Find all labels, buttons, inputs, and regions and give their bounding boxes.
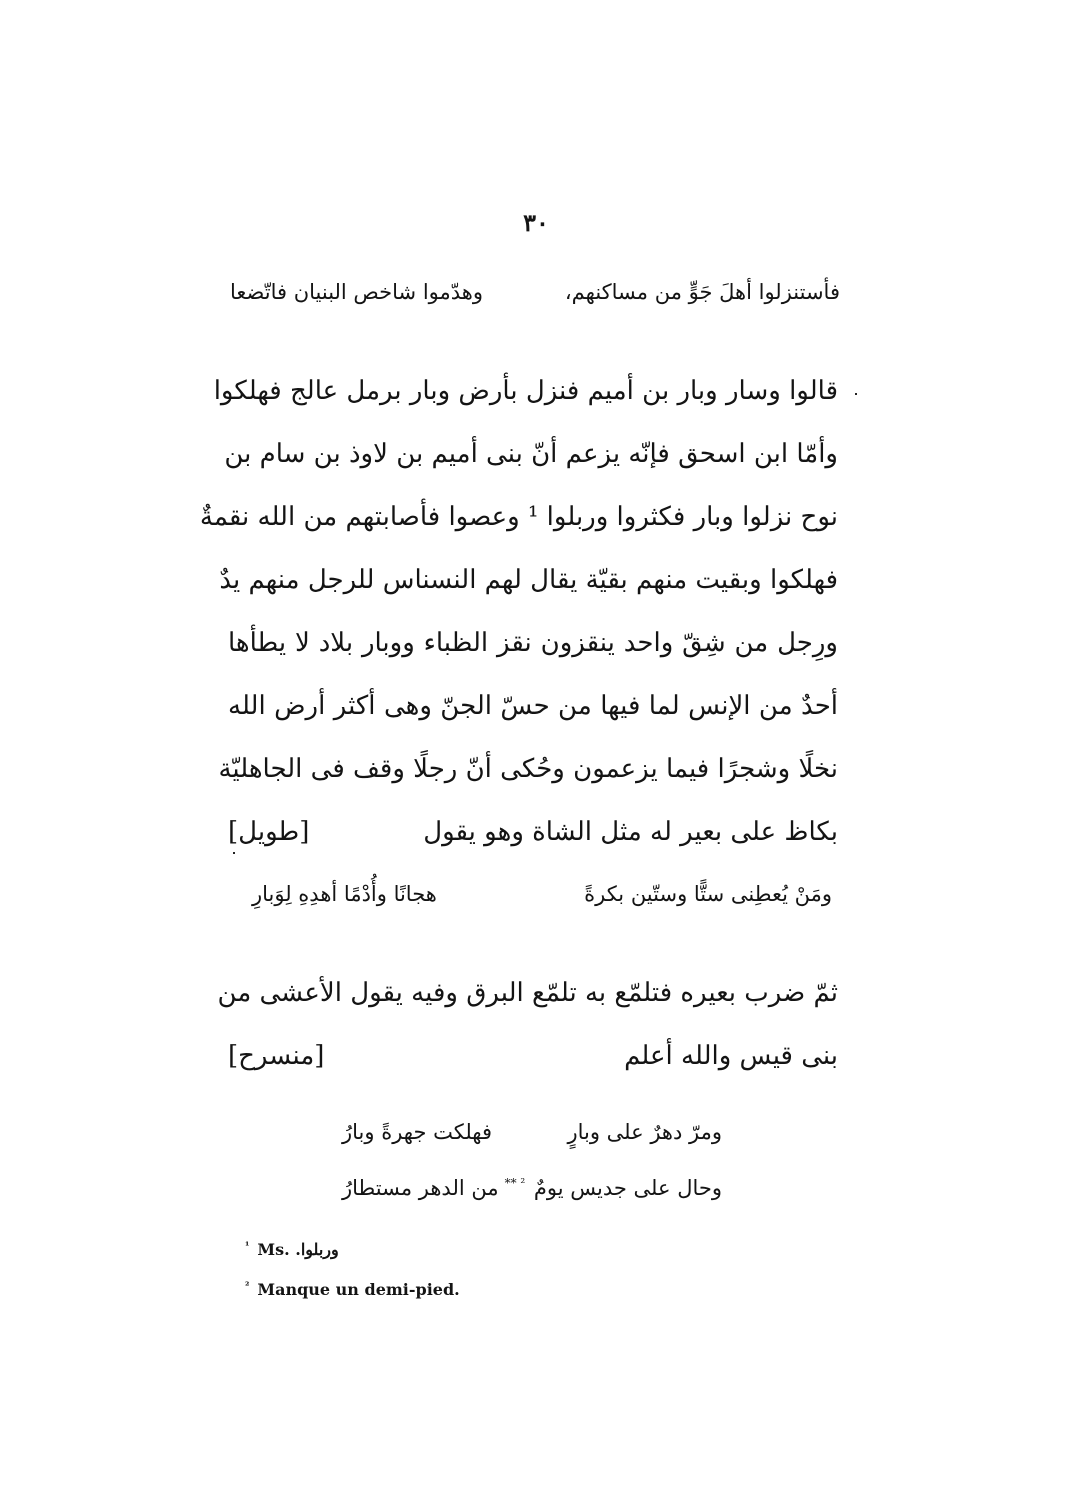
verse-hemistich-second	[342, 1176, 525, 1212]
paragraph-last-line	[228, 801, 838, 864]
paragraph-line: نوح نزلوا وبار فكثروا وربلوا ¹ وعصوا فأصابتهم من الله نقمةٌ	[199, 502, 838, 532]
margin-mark	[233, 852, 235, 854]
footnote-number: ¹	[245, 1240, 250, 1252]
verse-hemistich-first: ومرّ دهرٌ على وبارٍ	[567, 1120, 722, 1144]
verse-text: من الدهر مستطارُ	[342, 1176, 499, 1200]
footnote-2	[245, 1280, 460, 1299]
footnote-arabic: وربلوا.	[295, 1240, 339, 1259]
page-number: ٣٠	[523, 208, 549, 237]
margin-mark	[855, 393, 857, 395]
verse-hemistich-first: وحال على جديس يومٌ	[533, 1176, 722, 1200]
paragraph-line: فهلكوا وبقيت منهم بقيّة يقال لهم النسناس للرجل منهم يدٌ	[219, 565, 838, 595]
footnote-text: Manque un demi-pied.	[257, 1280, 460, 1299]
paragraph-line: أحدٌ من الإنس لما فيها من حسّ الجنّ وهى أكثر أرض الله	[228, 691, 839, 721]
paragraph-line: ورِجل من شِقّ واحد ينقزون نقز الظباء ووبار بلاد لا يطأها	[228, 628, 838, 658]
paragraph-1	[199, 360, 839, 864]
verse-hemistich-second: هجانًا وأُدْمًا أهدِهِ لِوَبارِ	[252, 882, 437, 906]
meter-label: [منسرح]	[228, 1041, 325, 1071]
paragraph-line: نخلًا وشجرًا فيما يزعمون وحُكى أنّ رجلًا وقف فى الجاهليّة	[218, 754, 838, 784]
verse-hemistich-first: ومَنْ يُعطِنى ستًّا وستّين بكرةً	[584, 882, 832, 906]
paragraph-line: وأمّا ابن اسحق فإنّه يزعم أنّ بنى أميم بن لاوذ بن سام بن	[224, 439, 838, 469]
footnote-text: Ms.	[257, 1240, 290, 1259]
paragraph-last-line	[228, 1025, 838, 1088]
paragraph-line: بكاظ على بعير له مثل الشاة وهو يقول	[423, 817, 838, 847]
footnote-1	[245, 1240, 339, 1259]
paragraph-line: بنى قيس والله أعلم	[624, 1041, 838, 1071]
meter-label: [طويل]	[228, 817, 310, 847]
verse-hemistich-second: فهلكت جهرةً وبارُ	[342, 1120, 493, 1144]
lacuna-mark: ² **	[504, 1176, 526, 1190]
verse-hemistich-first: فأستنزلوا أهلَ جَوٍّ من مساكنهم،	[564, 280, 840, 304]
verse-hemistich-second: وهدّموا شاخص البنيان فاتّضعا	[230, 280, 483, 304]
top-verse	[230, 280, 840, 320]
verse-3-line-2	[342, 1176, 722, 1212]
verse-2	[252, 882, 832, 922]
verse-3-line-1	[342, 1120, 722, 1156]
footnote-number: ²	[245, 1280, 250, 1292]
paragraph-line: ثمّ ضرب بعيره فتلمّع به تلمّع البرق وفيه يقول الأعشى من	[217, 978, 838, 1008]
paragraph-line: قالوا وسار وبار بن أميم فنزل بأرض وبار برمل عالج فهلكوا	[213, 376, 838, 406]
paragraph-2	[217, 962, 838, 1088]
